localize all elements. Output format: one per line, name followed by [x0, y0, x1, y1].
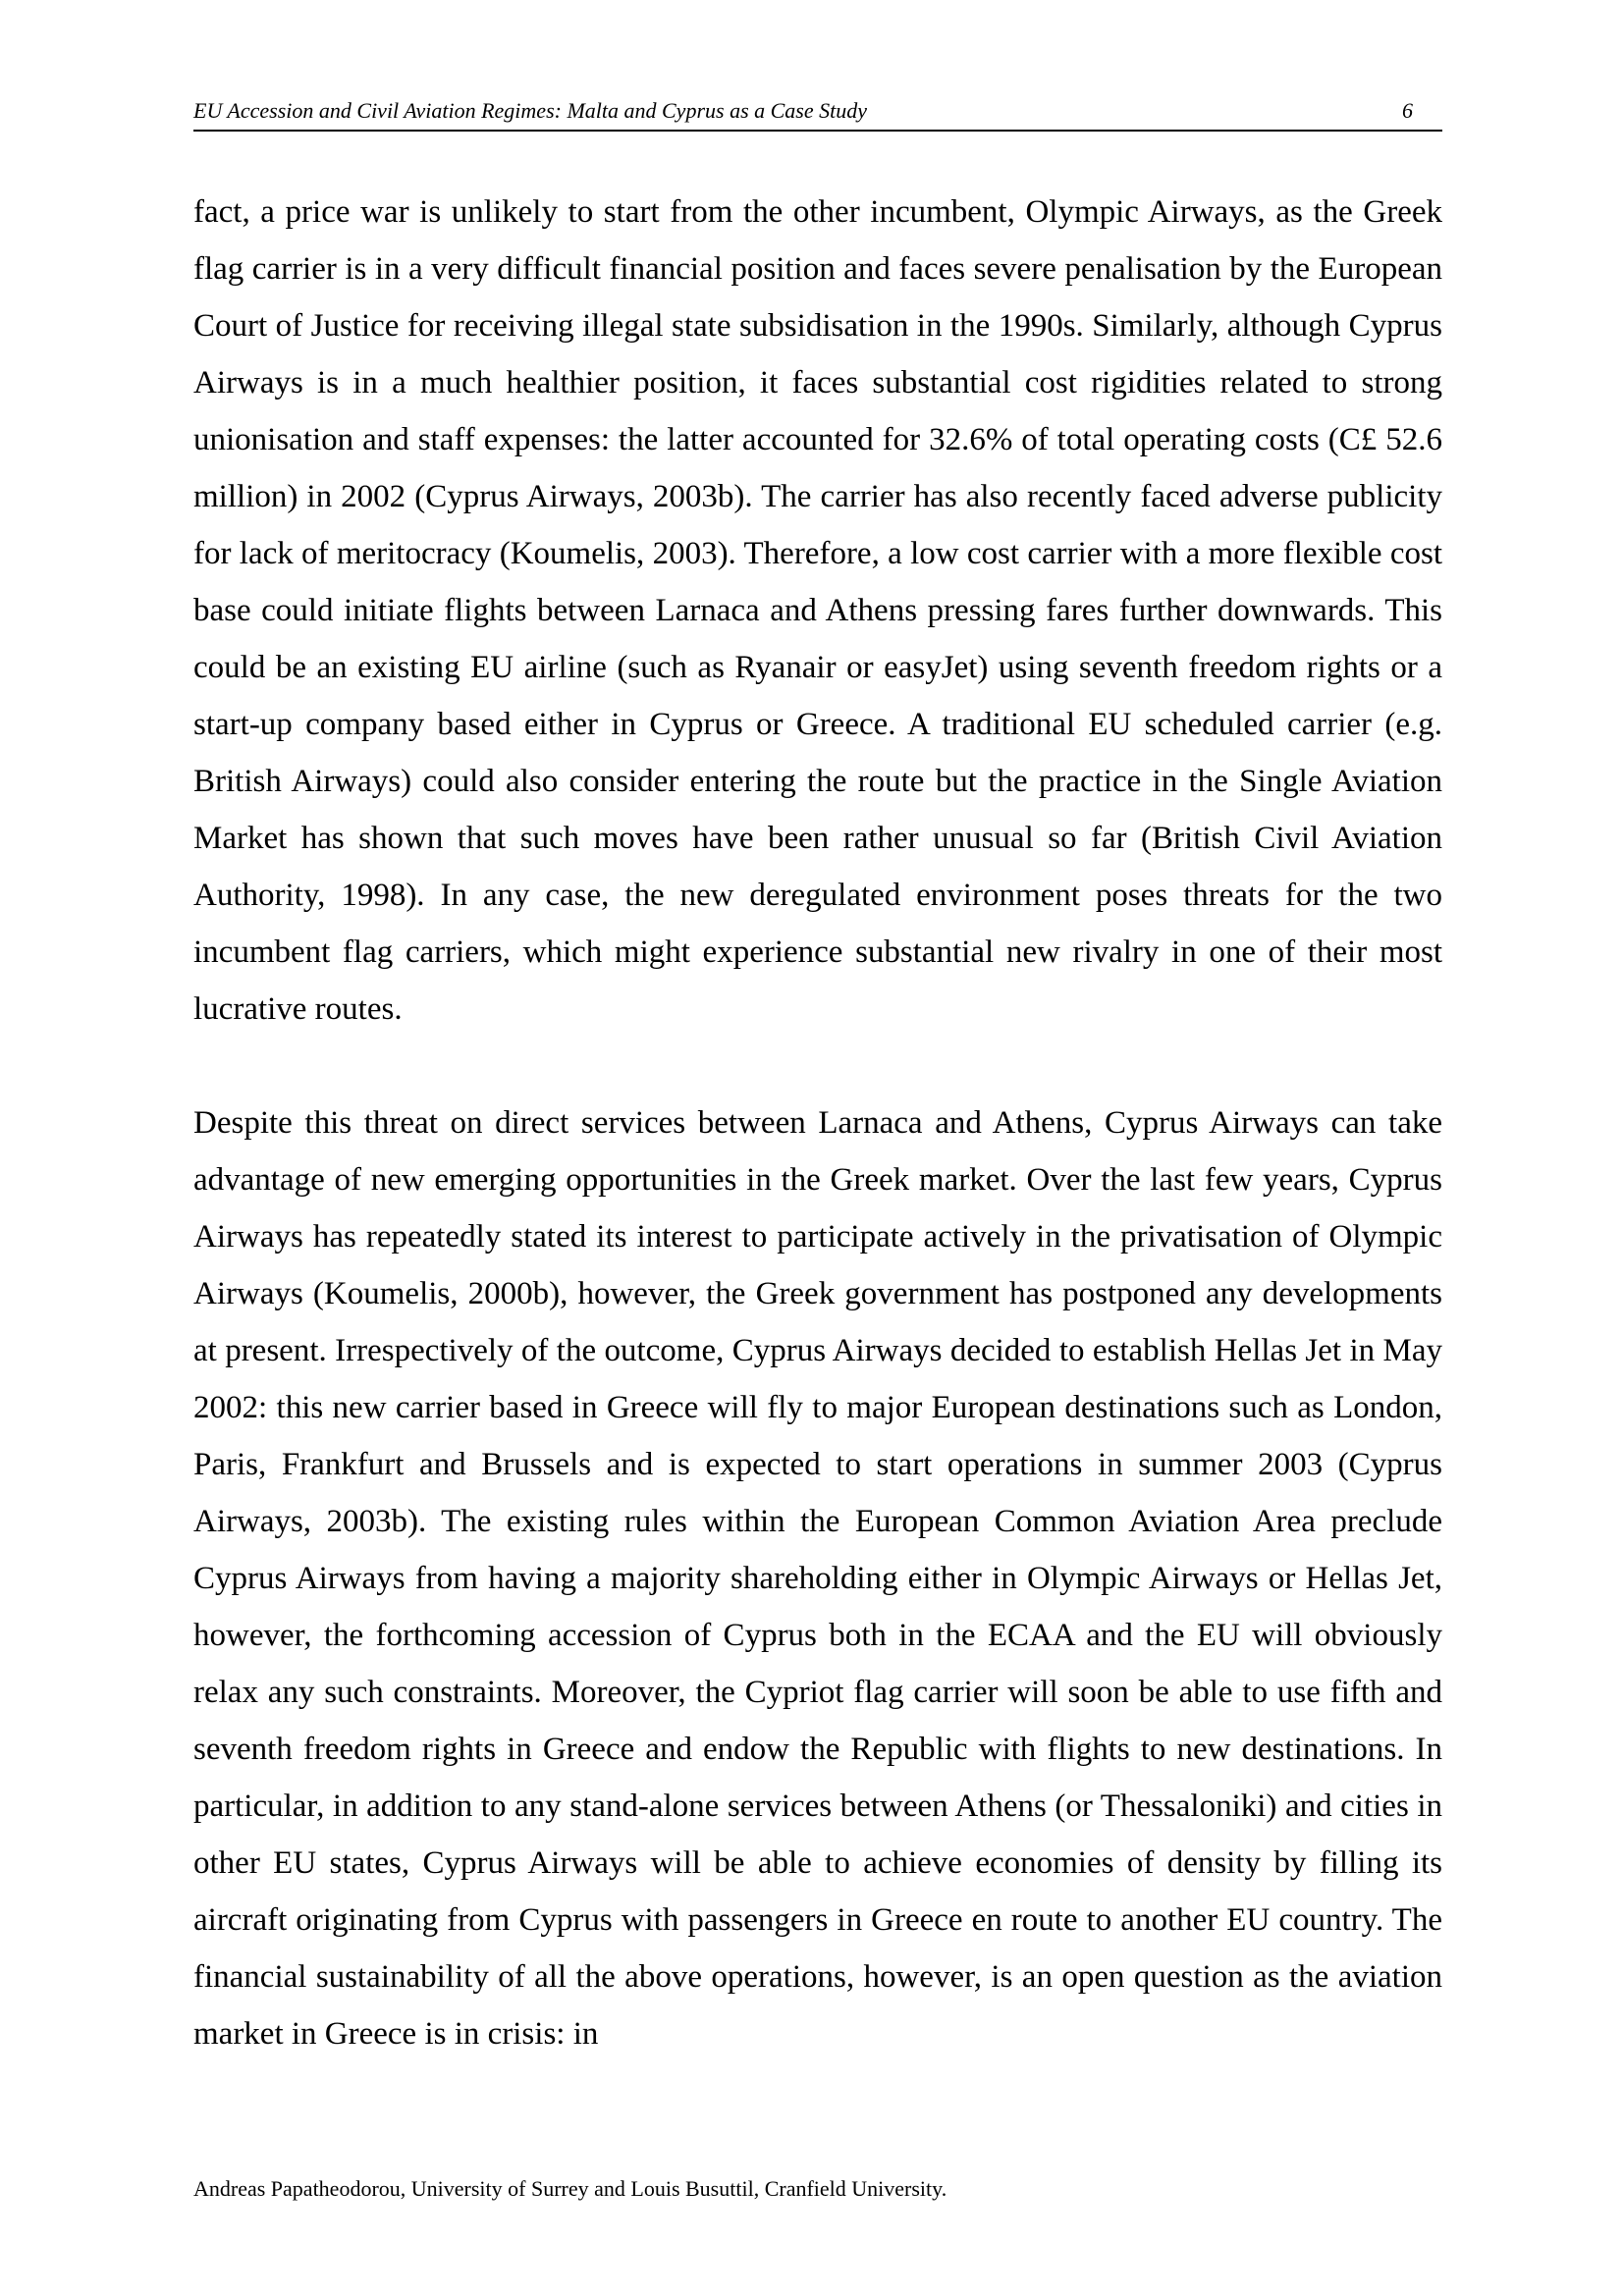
page-number: 6	[1402, 98, 1413, 123]
page-footer: Andreas Papatheodorou, University of Surrey and Louis Busuttil, Cranfield University.	[193, 2176, 947, 2201]
running-header	[193, 96, 1442, 132]
paragraph: Despite this threat on direct services between Larnaca and Athens, Cyprus Airways can take advantage of new emerging opportunities in the Greek market. Over the last few years, Cyprus Airways has repeatedly stated its interest to participate actively in the privatisation of Olympic Airways (Koumelis, 2000b), however, the Greek government has postponed any developments at present. Irrespectively of the outcome, Cyprus Airways decided to establish Hellas Jet in May 2002: this new carrier based in Greece will fly to major European destinations such as London, Paris, Frankfurt and Brussels and is expected to start operations in summer 2003 (Cyprus Airways, 2003b). The existing rules within the European Common Aviation Area preclude Cyprus Airways from having a majority shareholding either in Olympic Airways or Hellas Jet, however, the forthcoming accession of Cyprus both in the ECAA and the EU will obviously relax any such constraints. Moreover, the Cypriot flag carrier will soon be able to use fifth and seventh freedom rights in Greece and endow the Republic with flights to new destinations. In particular, in addition to any stand-alone services between Athens (or Thessaloniki) and cities in other EU states, Cyprus Airways will be able to achieve economies of density by filling its aircraft originating from Cyprus with passengers in Greece en route to another EU country. The financial sustainability of all the above operations, however, is an open question as the aviation market in Greece is in crisis: in	[193, 1105, 1442, 2052]
running-header-title: EU Accession and Civil Aviation Regimes: Malta and Cyprus as a Case Study	[193, 98, 868, 123]
paragraph: fact, a price war is unlikely to start from the other incumbent, Olympic Airways, as the Greek flag carrier is in a very difficult financial position and faces severe penalisation by the European Court of Justice for receiving illegal state subsidisation in the 1990s. Similarly, although Cyprus Airways is in a much healthier position, it faces substantial cost rigidities related to strong unionisation and staff expenses: the latter accounted for 32.6% of total operating costs (C£ 52.6 million) in 2002 (Cyprus Airways, 2003b). The carrier has also recently faced adverse publicity for lack of meritocracy (Koumelis, 2003). Therefore, a low cost carrier with a more flexible cost base could initiate flights between Larnaca and Athens pressing fares further downwards. This could be an existing EU airline (such as Ryanair or easyJet) using seventh freedom rights or a start-up company based either in Cyprus or Greece. A traditional EU scheduled carrier (e.g. British Airways) could also consider entering the route but the practice in the Single Aviation Market has shown that such moves have been rather unusual so far (British Civil Aviation Authority, 1998). In any case, the new deregulated environment poses threats for the two incumbent flag carriers, which might experience substantial new rivalry in one of their most lucrative routes.	[193, 194, 1442, 1027]
body-text	[193, 184, 1442, 2062]
